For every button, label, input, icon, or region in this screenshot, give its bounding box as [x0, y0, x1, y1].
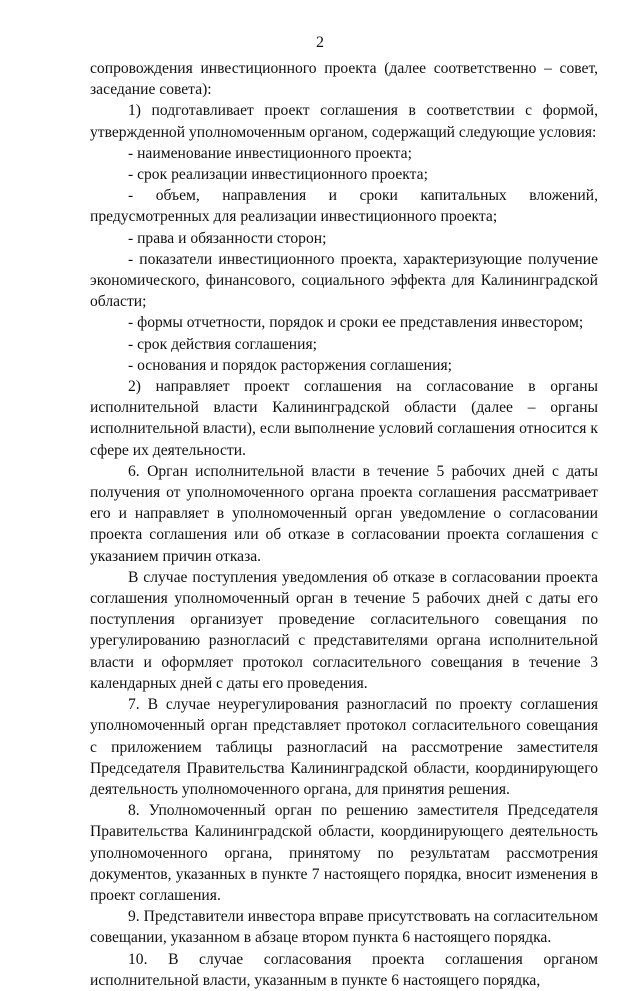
list-item-agreement-term: - срок действия соглашения;	[128, 335, 317, 353]
paragraph-section-9: 9. Представители инвестора вправе присутствовать на согласительном совещании, указанном в абзаце втором пункта 6 настоящего порядка.	[90, 908, 598, 947]
paragraph-section-10: 10. В случае согласования проекта соглашения органом исполнительной власти, указанным в пункте 6 настоящего порядка,	[90, 950, 598, 989]
list-item-implementation-term: - срок реализации инвестиционного проекта;	[128, 166, 428, 184]
list-item-reporting-forms: - формы отчетности, порядок и сроки ее представления инвестором;	[128, 314, 584, 332]
paragraph-section-6-refusal: В случае поступления уведомления об отказе в согласовании проекта соглашения уполномоченный орган в течение 5 рабочих дней с даты его поступления организует проведение согласительного совещания по урегулированию разногласий с представителями органа исполнительной власти и оформляет протокол согласительного совещания в течение 3 календарных дней с даты его проведения.	[90, 568, 598, 692]
paragraph-section-7: 7. В случае неурегулирования разногласий по проекту соглашения уполномоченный орган представляет протокол согласительного совещания с приложением таблицы разногласий на рассмотрение заместителя Председателя Правительства Калининградской области, координирующего деятельность уполномоченного органа, для принятия решения.	[90, 696, 598, 798]
page-number: 2	[316, 34, 324, 51]
list-item-project-name: - наименование инвестиционного проекта;	[128, 144, 412, 162]
list-item-rights-obligations: - права и обязанности сторон;	[128, 229, 327, 247]
paragraph-item-2: 2) направляет проект соглашения на согласование в органы исполнительной власти Калининградской области (далее – органы исполнительной власти), если выполнение условий соглашения относится к сфере их деятельности.	[90, 378, 598, 459]
paragraph-continuation: сопровождения инвестиционного проекта (далее соответственно – совет, заседание совета):	[90, 60, 598, 99]
paragraph-section-8: 8. Уполномоченный орган по решению заместителя Председателя Правительства Калининградской области, координирующего деятельность уполномоченного органа, принятому по результатам рассмотрения документов, указанных в пункте 7 настоящего порядка, вносит изменения в проект соглашения.	[90, 802, 598, 904]
list-item-capital-investments: - объем, направления и сроки капитальных вложений, предусмотренных для реализации инвестиционного проекта;	[90, 187, 598, 226]
list-item-termination: - основания и порядок расторжения соглашения;	[128, 356, 452, 374]
paragraph-section-6: 6. Орган исполнительной власти в течение 5 рабочих дней с даты получения от уполномоченного органа проекта соглашения рассматривает его и направляет в уполномоченный орган уведомление о согласовании проекта соглашения или об отказе в согласовании проекта соглашения с указанием причин отказа.	[90, 462, 598, 565]
document-body	[90, 58, 598, 991]
paragraph-item-1: 1) подготавливает проект соглашения в соответствии с формой, утвержденной уполномоченным органом, содержащий следующие условия:	[90, 102, 598, 141]
list-item-project-indicators: - показатели инвестиционного проекта, характеризующие получение экономического, финансового, социального эффекта для Калининградской области;	[90, 250, 598, 311]
